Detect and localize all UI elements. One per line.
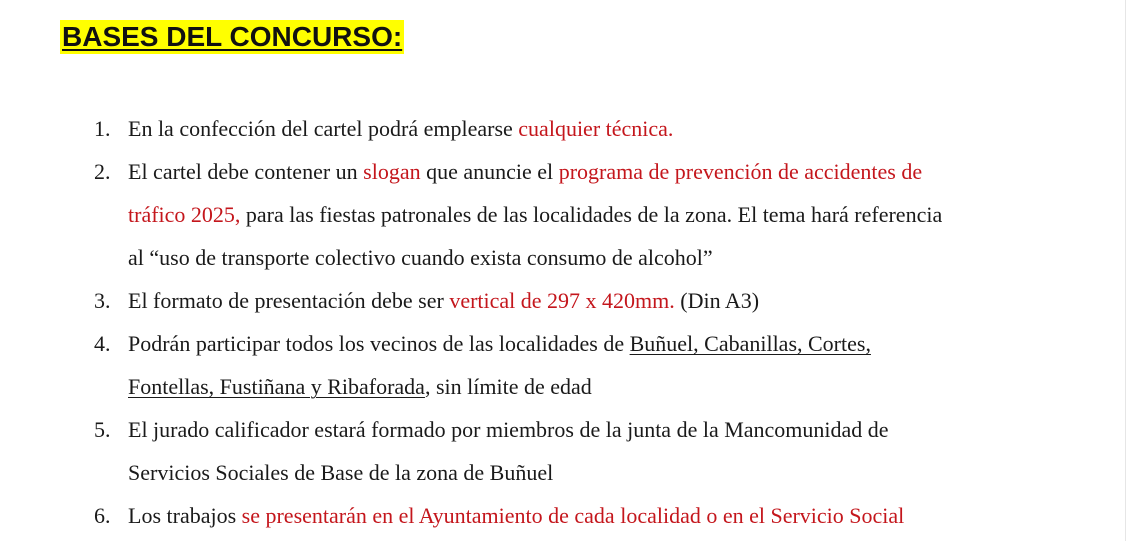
rule-number: 2. bbox=[94, 159, 111, 184]
rule-text: (Din A3) bbox=[674, 288, 760, 313]
highlighted-text: slogan bbox=[363, 159, 421, 184]
highlighted-text: se presentarán en el Ayuntamiento de cada localidad o en el Servicio Social bbox=[241, 503, 905, 528]
rule-line bbox=[0, 150, 1140, 193]
rules-list bbox=[0, 107, 1140, 537]
highlighted-text: programa de prevención de accidentes de bbox=[558, 159, 923, 184]
rule-line bbox=[0, 494, 1140, 537]
rule-text: , sin límite de edad bbox=[424, 374, 592, 399]
rule-number: 3. bbox=[94, 288, 111, 313]
rule-number: 1. bbox=[94, 116, 111, 141]
rule-line bbox=[0, 451, 1140, 494]
rule-text: El jurado calificador estará formado por miembros de la junta de la Mancomunidad de bbox=[128, 417, 889, 442]
rule-text: Servicios Sociales de Base de la zona de Buñuel bbox=[128, 460, 554, 485]
rule-line bbox=[0, 322, 1140, 365]
rule-text: En la confección del cartel podrá emplearse bbox=[128, 116, 519, 141]
rule-number: 6. bbox=[94, 503, 111, 528]
rule-line bbox=[0, 279, 1140, 322]
rule-text: Podrán participar todos los vecinos de las localidades de bbox=[128, 331, 630, 356]
highlighted-text: tráfico 2025, bbox=[128, 202, 241, 227]
rule-text: Los trabajos bbox=[128, 503, 242, 528]
rule-item bbox=[0, 408, 1140, 494]
rule-text: El formato de presentación debe ser bbox=[128, 288, 450, 313]
rule-text: que anuncie el bbox=[420, 159, 559, 184]
rule-line bbox=[0, 408, 1140, 451]
rule-item bbox=[0, 279, 1140, 322]
rule-text: para las fiestas patronales de las localidades de la zona. El tema hará referencia bbox=[240, 202, 943, 227]
rule-number: 5. bbox=[94, 417, 111, 442]
underlined-text: Fontellas, Fustiñana y Ribaforada bbox=[128, 374, 425, 399]
rule-item bbox=[0, 322, 1140, 408]
rule-number: 4. bbox=[94, 331, 111, 356]
underlined-text: Buñuel, Cabanillas, Cortes, bbox=[629, 331, 871, 356]
document-heading: BASES DEL CONCURSO: bbox=[62, 21, 403, 52]
rule-line bbox=[0, 107, 1140, 150]
highlighted-text: vertical de 297 x 420mm. bbox=[449, 288, 675, 313]
rule-text: El cartel debe contener un bbox=[128, 159, 364, 184]
rule-line bbox=[0, 193, 1140, 236]
rule-item bbox=[0, 150, 1140, 279]
highlighted-text: cualquier técnica. bbox=[518, 116, 674, 141]
rule-line bbox=[0, 236, 1140, 279]
rule-item bbox=[0, 107, 1140, 150]
rule-text: al “uso de transporte colectivo cuando exista consumo de alcohol” bbox=[128, 245, 713, 270]
rule-line bbox=[0, 365, 1140, 408]
rule-item bbox=[0, 494, 1140, 537]
